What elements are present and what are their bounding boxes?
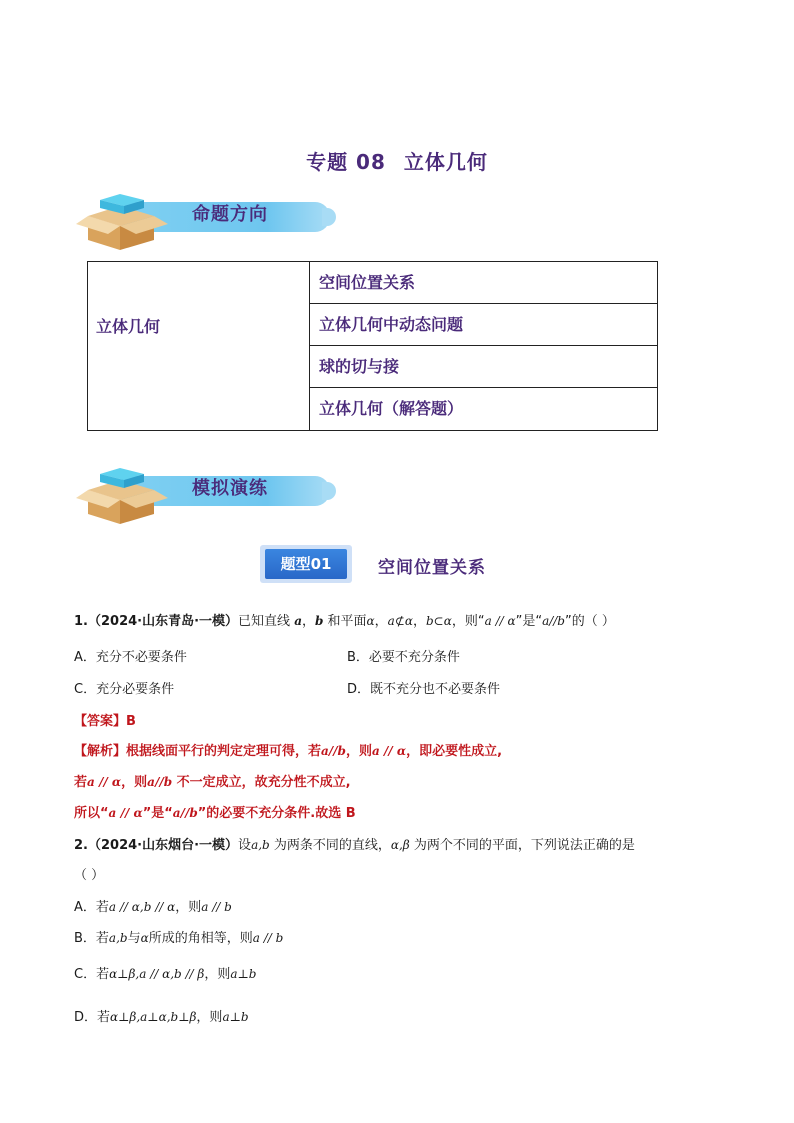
question-2-option-c: [74, 963, 256, 982]
stem-text: ，则“: [451, 614, 485, 629]
option-text: ，则: [196, 1010, 223, 1025]
math-expr: a // b: [201, 900, 232, 914]
analysis-text: ”的必要不充分条件.故选 B: [197, 806, 356, 821]
analysis-text: 若: [74, 775, 88, 790]
math-var: α: [366, 614, 375, 628]
question-1-option-a: A．充分不必要条件: [74, 650, 187, 665]
question-1-option-c: C．充分必要条件: [74, 682, 175, 697]
section-title-practice: 模拟演练: [192, 478, 268, 499]
question-type-badge: [260, 545, 352, 583]
math-expr: a // α: [87, 775, 122, 789]
analysis-text: ，即必要性成立,: [406, 744, 503, 759]
analysis-text: ，则: [121, 775, 148, 790]
section-banner-practice: [74, 460, 334, 526]
stem-text: ，: [374, 614, 388, 629]
title-main: 立体几何: [403, 150, 488, 174]
topic-table-left-label: 立体几何: [96, 317, 161, 336]
question-2-stem: [74, 834, 635, 853]
stem-text: ”的（ ）: [564, 614, 615, 629]
math-var: b: [315, 614, 324, 628]
analysis-text: ”是“: [142, 806, 173, 821]
math-expr: a⊥b: [230, 967, 257, 981]
analysis-text: 不一定成立，故充分性不成立,: [172, 775, 351, 790]
math-expr: a // α: [371, 744, 407, 758]
question-number: 2.: [74, 838, 88, 853]
topic-row: 立体几何（解答题）: [319, 399, 464, 418]
question-2-paren: （ ）: [74, 868, 105, 883]
question-number: 1.: [74, 614, 88, 629]
question-1-analysis-line-3: [74, 802, 356, 821]
stem-text: 为两个不同的平面，下列说法正确的是: [409, 838, 635, 853]
option-text: ，则: [175, 900, 202, 915]
topic-table: [87, 261, 658, 431]
question-1-analysis-line-2: [74, 771, 351, 790]
math-expr: α⊥β,a⊥α,b⊥β: [110, 1010, 197, 1024]
math-expr: α: [140, 931, 149, 945]
math-expr: α⊥β,a // α,b // β: [109, 967, 205, 981]
box-icon: [74, 186, 170, 252]
math-expr: α,β: [390, 838, 410, 852]
math-var: a: [294, 614, 302, 628]
question-2-option-d: [74, 1006, 249, 1025]
math-expr: a//b: [172, 806, 198, 820]
section-banner-direction: [74, 186, 334, 252]
option-text: A．若: [74, 900, 109, 915]
question-1-stem: [74, 610, 615, 629]
question-type-badge-label: 题型01: [265, 549, 347, 579]
question-source: （2024·山东青岛·一模）: [87, 614, 239, 629]
option-text: D．若: [74, 1010, 111, 1025]
option-text: B．若: [74, 931, 109, 946]
question-1-answer: 【答案】B: [74, 714, 136, 729]
section-title-direction: 命题方向: [192, 204, 268, 225]
math-expr: a⊄α: [387, 614, 413, 628]
topic-row: 立体几何中动态问题: [310, 304, 657, 346]
analysis-text: ，则: [345, 744, 372, 759]
math-expr: a // α: [108, 806, 143, 820]
question-1-option-d: D．既不充分也不必要条件: [347, 682, 501, 697]
stem-text: ，: [301, 614, 315, 629]
stem-text: ”是“: [515, 614, 543, 629]
math-expr: a//b: [542, 614, 565, 628]
option-text: C．若: [74, 967, 110, 982]
question-1-option-b: B．必要不充分条件: [347, 650, 460, 665]
topic-row: 空间位置关系: [310, 262, 657, 304]
box-icon: [74, 460, 170, 526]
math-expr: b⊂α: [426, 614, 452, 628]
question-2-option-a: [74, 896, 232, 915]
question-type-label: 空间位置关系: [378, 558, 486, 578]
option-text: ，则: [204, 967, 231, 982]
stem-text: 设: [238, 838, 252, 853]
question-source: （2024·山东烟台·一模）: [87, 838, 239, 853]
analysis-text: 【解析】根据线面平行的判定定理可得，若: [74, 744, 322, 759]
math-expr: a,b: [108, 931, 128, 945]
topic-table-left-cell: [88, 262, 310, 430]
topic-row: 球的切与接: [310, 346, 657, 388]
stem-text: 已知直线: [238, 614, 291, 629]
math-expr: a⊥b: [222, 1010, 249, 1024]
math-expr: a,b: [251, 838, 270, 852]
stem-text: 为两条不同的直线，: [269, 838, 391, 853]
math-expr: a // b: [252, 931, 284, 945]
option-text: 所成的角相等，则: [148, 931, 253, 946]
math-expr: a // α: [484, 614, 516, 628]
question-2-option-b: [74, 927, 283, 946]
stem-text: ，: [412, 614, 426, 629]
math-expr: a//b: [147, 775, 173, 789]
topic-table-right-column: [310, 262, 657, 430]
page-title: [0, 146, 794, 175]
math-expr: a // α,b // α: [108, 900, 176, 914]
math-expr: a//b: [321, 744, 346, 758]
option-text: 与: [127, 931, 141, 946]
stem-text: 和平面: [327, 614, 367, 629]
question-1-analysis-line-1: [74, 740, 502, 759]
title-prefix: 专题 08: [306, 150, 386, 174]
analysis-text: 所以“: [74, 806, 109, 821]
